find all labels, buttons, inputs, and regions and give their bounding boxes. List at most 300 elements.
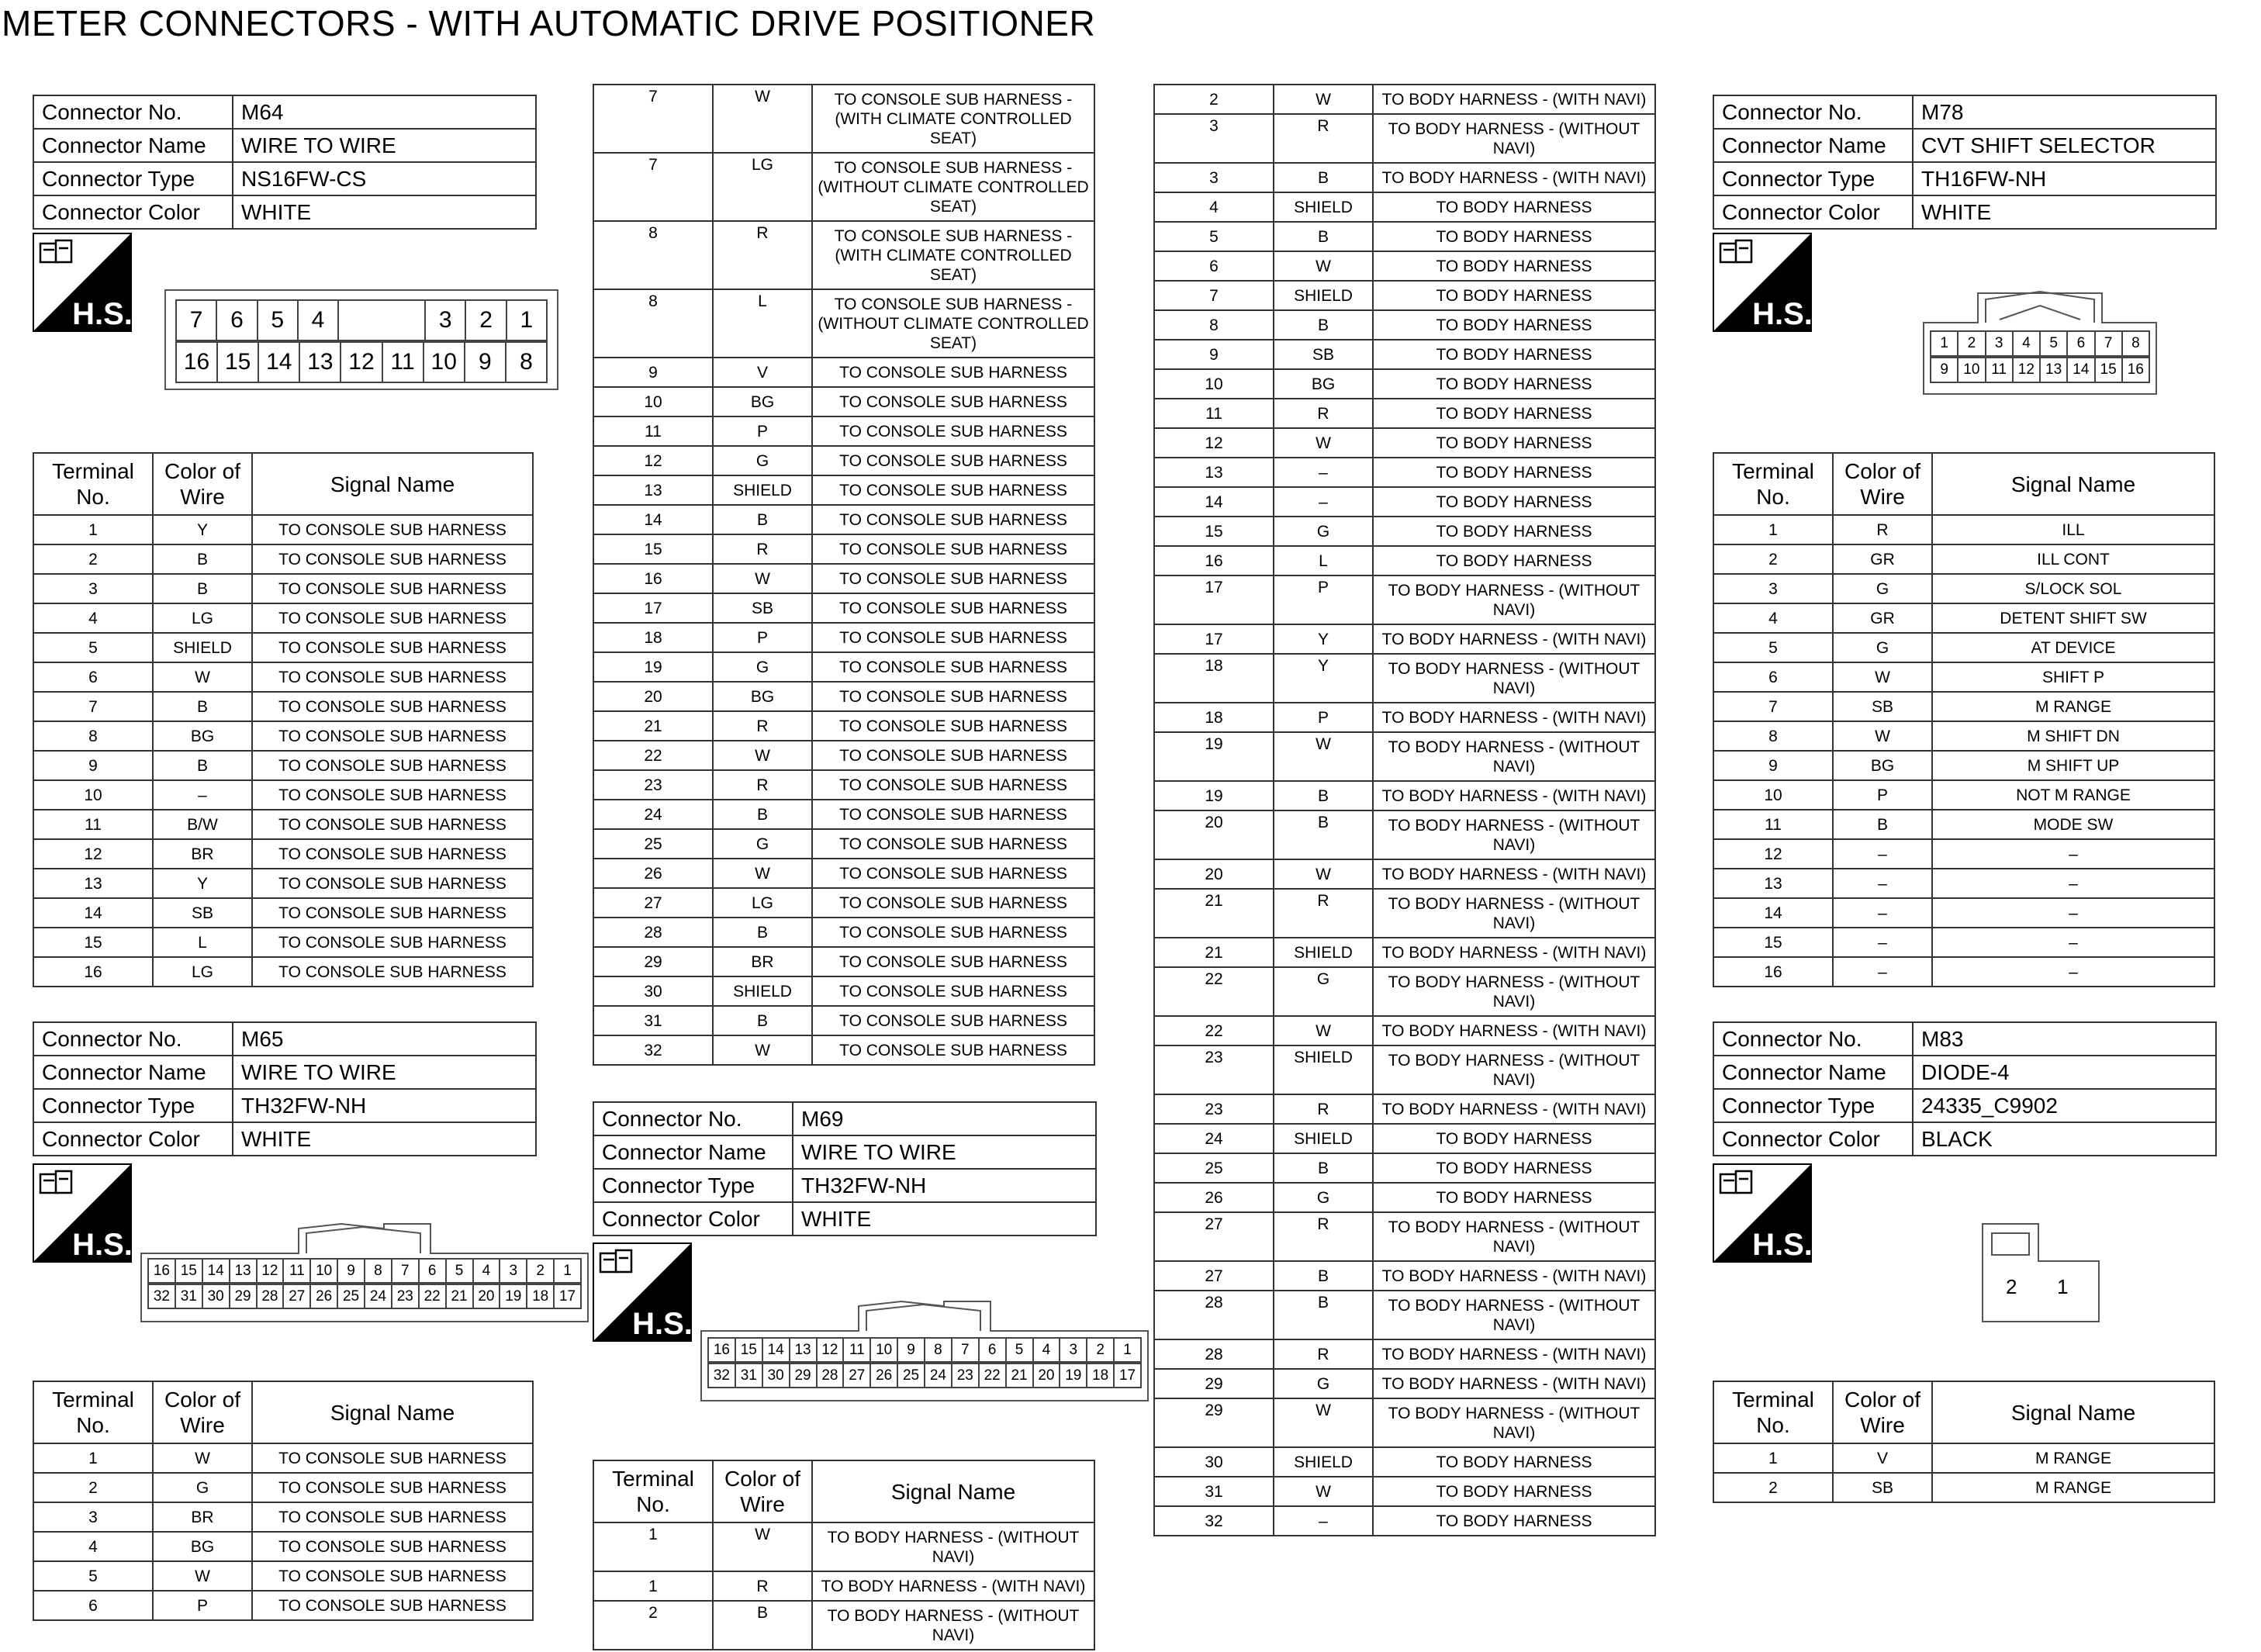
table-row [1154,859,1655,889]
label-connector-name: Connector Name [1713,129,1913,162]
signal-name-cell: TO BODY HARNESS - (WITHOUT NAVI) [1373,575,1655,624]
pin-cell: 9 [337,1259,365,1283]
terminal-no-cell: 27 [593,888,713,918]
table-row [1154,399,1655,428]
table-row [1713,692,2214,721]
terminal-no-cell: 20 [1154,859,1274,889]
pin-cell: 1 [1114,1338,1141,1362]
signal-name-cell: TO CONSOLE SUB HARNESS [252,603,533,633]
pin-cell: 27 [283,1284,310,1308]
label-connector-no: Connector No. [33,1022,233,1056]
pin-cell: 9 [465,342,506,382]
pin-cell: 10 [870,1338,897,1362]
signal-name-cell: TO BODY HARNESS [1373,1477,1655,1506]
signal-name-cell: – [1932,928,2214,957]
signal-name-cell: TO CONSOLE SUB HARNESS [812,358,1094,387]
header-signal-name: Signal Name [812,1460,1094,1522]
terminal-no-cell: 15 [33,928,153,957]
signal-name-cell: TO CONSOLE SUB HARNESS [812,387,1094,416]
terminal-no-cell: 18 [1154,654,1274,703]
pin-cell: 11 [283,1259,310,1283]
hs-badge-icon [1713,233,1812,332]
table-row [1154,1183,1655,1212]
label-connector-name: Connector Name [593,1135,793,1169]
pin-cell: 11 [1986,358,2013,382]
terminal-no-cell: 29 [593,947,713,976]
label-connector-type: Connector Type [33,1089,233,1122]
wire-color-cell: R [1274,889,1373,938]
terminal-no-cell: 1 [33,1443,153,1473]
signal-name-cell: TO BODY HARNESS [1373,1153,1655,1183]
table-row [1154,340,1655,369]
signal-name-cell: TO CONSOLE SUB HARNESS [812,741,1094,770]
pin-row-top [707,1337,1142,1363]
terminal-no-cell: 15 [1713,928,1833,957]
table-row [593,859,1094,888]
signal-name-cell: TO CONSOLE SUB HARNESS [252,751,533,780]
label-connector-name: Connector Name [33,129,233,162]
wire-color-cell: G [153,1473,252,1502]
wire-color-cell: B/W [153,810,252,839]
signal-name-cell: – [1932,898,2214,928]
hs-badge-icon [33,233,132,332]
signal-name-cell: M SHIFT DN [1932,721,2214,751]
connector-color-value: WHITE [233,195,536,229]
terminal-no-cell: 5 [33,1561,153,1591]
wire-color-cell: P [1833,780,1932,810]
table-row [593,387,1094,416]
wire-color-cell: W [1274,1016,1373,1045]
wire-color-cell: B [1274,810,1373,859]
terminal-no-cell: 17 [593,593,713,623]
table-row [1154,1339,1655,1369]
signal-name-cell: TO BODY HARNESS - (WITH NAVI) [1373,1094,1655,1124]
header-color-of-wire: Color of Wire [1833,453,1932,515]
signal-name-cell: TO CONSOLE SUB HARNESS [252,574,533,603]
wire-color-cell: W [1833,662,1932,692]
terminal-no-cell: 14 [1713,898,1833,928]
label-connector-name: Connector Name [1713,1056,1913,1089]
signal-name-cell: TO CONSOLE SUB HARNESS [812,534,1094,564]
pin-cell: 9 [1931,358,1958,382]
terminal-no-cell: 14 [593,505,713,534]
connector-name-value: WIRE TO WIRE [233,129,536,162]
table-row [593,976,1094,1006]
label-connector-color: Connector Color [593,1202,793,1236]
table-row [1713,544,2214,574]
wire-color-cell: W [1274,1398,1373,1447]
terminal-no-cell: 12 [1154,428,1274,458]
signal-name-cell: TO BODY HARNESS - (WITH NAVI) [1373,859,1655,889]
pin-cell: 19 [1060,1363,1087,1388]
wire-color-cell: B [713,918,812,947]
wire-color-cell: W [1833,721,1932,751]
signal-name-cell: TO CONSOLE SUB HARNESS [252,780,533,810]
pin-cell: 15 [735,1338,762,1362]
pin-label: 2 [2006,1275,2017,1298]
wire-color-cell: BR [153,839,252,869]
label-connector-type: Connector Type [33,162,233,195]
wire-color-cell: B [1274,781,1373,810]
signal-name-cell: TO CONSOLE SUB HARNESS [812,623,1094,652]
terminal-no-cell: 5 [1713,633,1833,662]
signal-name-cell: TO BODY HARNESS - (WITH NAVI) [1373,703,1655,732]
pin-cell: 14 [2067,358,2094,382]
terminal-no-cell: 27 [1154,1261,1274,1291]
pin-cell: 11 [382,342,424,382]
signal-name-cell: TO CONSOLE SUB HARNESS [812,888,1094,918]
pin-cell: 10 [310,1259,337,1283]
terminal-no-cell: 23 [593,770,713,800]
terminal-no-cell: 8 [593,221,713,289]
signal-name-cell: AT DEVICE [1932,633,2214,662]
terminal-no-cell: 1 [593,1522,713,1571]
signal-name-cell: TO BODY HARNESS [1373,222,1655,251]
terminal-no-cell: 28 [593,918,713,947]
terminal-no-cell: 4 [33,603,153,633]
pin-cell: 16 [176,342,217,382]
wire-color-cell: R [1833,515,1932,544]
pin-cell: 12 [257,1259,284,1283]
terminal-no-cell: 29 [1154,1369,1274,1398]
table-row [1713,603,2214,633]
table-row [1154,546,1655,575]
wire-color-cell: SB [713,593,812,623]
pin-row-top [1930,330,2150,357]
pin-cell: 20 [473,1284,500,1308]
signal-name-cell: TO BODY HARNESS - (WITH NAVI) [1373,781,1655,810]
pin-cell: 7 [952,1338,979,1362]
table-row [593,711,1094,741]
connector-type-value: TH32FW-NH [793,1169,1096,1202]
pin-cell: 14 [202,1259,230,1283]
pin-cell: 2 [1958,331,1985,356]
wire-color-cell: – [1274,458,1373,487]
pin-cell: 5 [446,1259,473,1283]
header-terminal-no: Terminal No. [593,1460,713,1522]
pin-cell: 15 [2095,358,2122,382]
terminal-table-m69 [593,1460,1095,1650]
terminal-no-cell: 30 [1154,1447,1274,1477]
wire-color-cell: SHIELD [1274,192,1373,222]
header-color-of-wire: Color of Wire [713,1460,812,1522]
wire-color-cell: B [153,692,252,721]
table-row [593,153,1094,221]
header-terminal-no: Terminal No. [1713,1381,1833,1443]
signal-name-cell: SHIFT P [1932,662,2214,692]
table-row [593,534,1094,564]
terminal-no-cell: 4 [1713,603,1833,633]
wire-color-cell: B [713,800,812,829]
table-row [593,918,1094,947]
signal-name-cell: TO CONSOLE SUB HARNESS [812,446,1094,475]
hs-badge-icon [33,1163,132,1263]
signal-name-cell: S/LOCK SOL [1932,574,2214,603]
signal-name-cell: NOT M RANGE [1932,780,2214,810]
pin-cell: 3 [425,300,465,340]
wire-color-cell: Y [153,869,252,898]
signal-name-cell: TO CONSOLE SUB HARNESS [812,682,1094,711]
page-title: METER CONNECTORS - WITH AUTOMATIC DRIVE POSITIONER [2,3,1096,43]
wire-color-cell: B [1274,163,1373,192]
signal-name-cell: TO CONSOLE SUB HARNESS [812,1006,1094,1035]
signal-name-cell: TO BODY HARNESS - (WITH NAVI) [812,1571,1094,1601]
lock-slot-icon [338,300,425,340]
terminal-table-header [593,1460,1094,1522]
pin-cell: 15 [217,342,258,382]
terminal-no-cell: 9 [1713,751,1833,780]
header-color-of-wire: Color of Wire [1833,1381,1932,1443]
pin-row [176,300,547,340]
wire-color-cell: SHIELD [1274,938,1373,967]
pin-cell: 24 [365,1284,392,1308]
terminal-no-cell: 20 [1154,810,1274,859]
terminal-no-cell: 10 [593,387,713,416]
signal-name-cell: M RANGE [1932,1443,2214,1473]
terminal-no-cell: 2 [593,1601,713,1650]
table-row [1713,662,2214,692]
table-row [593,446,1094,475]
table-row [1154,310,1655,340]
signal-name-cell: TO BODY HARNESS - (WITHOUT NAVI) [1373,654,1655,703]
signal-name-cell: TO BODY HARNESS [1373,458,1655,487]
terminal-no-cell: 17 [1154,575,1274,624]
table-row [33,898,533,928]
wire-color-cell: R [713,711,812,741]
wire-color-cell: W [153,662,252,692]
table-row [1713,810,2214,839]
pin-cell: 4 [473,1259,500,1283]
pin-cell: 5 [1006,1338,1033,1362]
table-row [593,1006,1094,1035]
terminal-table-header [1713,453,2214,515]
signal-name-cell: TO BODY HARNESS - (WITHOUT NAVI) [1373,1045,1655,1094]
header-color-of-wire: Color of Wire [153,1381,252,1443]
wire-color-cell: B [153,574,252,603]
terminal-no-cell: 8 [593,289,713,358]
pin-cell: 9 [897,1338,925,1362]
pin-cell: 32 [708,1363,735,1388]
wire-color-cell: B [1274,1153,1373,1183]
signal-name-cell: TO BODY HARNESS - (WITHOUT NAVI) [1373,732,1655,781]
hs-label: H.S. [1752,297,1812,331]
pin-cell: 29 [230,1284,257,1308]
table-row [1154,281,1655,310]
table-row [1154,781,1655,810]
terminal-no-cell: 11 [593,416,713,446]
hs-badge-icon [593,1242,692,1342]
terminal-no-cell: 24 [593,800,713,829]
terminal-no-cell: 18 [593,623,713,652]
wire-color-cell: W [713,1035,812,1065]
wire-color-cell: BG [713,387,812,416]
pin-row [148,1284,581,1308]
wire-color-cell: R [1274,114,1373,163]
terminal-table-m65-continued [593,84,1095,1066]
terminal-no-cell: 24 [1154,1124,1274,1153]
table-row [1154,624,1655,654]
pin-cell: 16 [148,1259,175,1283]
pin-cell: 31 [175,1284,202,1308]
terminal-no-cell: 1 [1713,1443,1833,1473]
signal-name-cell: TO BODY HARNESS - (WITHOUT NAVI) [812,1601,1094,1650]
signal-name-cell: TO CONSOLE SUB HARNESS [252,928,533,957]
table-row [1154,938,1655,967]
wire-color-cell: V [1833,1443,1932,1473]
label-connector-name: Connector Name [33,1056,233,1089]
header-signal-name: Signal Name [1932,1381,2214,1443]
terminal-no-cell: 19 [593,652,713,682]
table-row [1713,751,2214,780]
terminal-table-m65 [33,1381,534,1621]
wire-color-cell: R [1274,399,1373,428]
signal-name-cell: TO CONSOLE SUB HARNESS [252,633,533,662]
signal-name-cell: TO BODY HARNESS [1373,428,1655,458]
connector-name-value: WIRE TO WIRE [793,1135,1096,1169]
pin-cell: 11 [843,1338,870,1362]
pin-cell: 3 [500,1259,527,1283]
terminal-no-cell: 5 [1154,222,1274,251]
wire-color-cell: BG [713,682,812,711]
signal-name-cell: TO BODY HARNESS - (WITH NAVI) [1373,85,1655,114]
wire-color-cell: – [1833,957,1932,987]
terminal-no-cell: 25 [593,829,713,859]
signal-name-cell: TO BODY HARNESS - (WITH NAVI) [1373,1261,1655,1291]
terminal-no-cell: 2 [1154,85,1274,114]
signal-name-cell: DETENT SHIFT SW [1932,603,2214,633]
table-row [593,800,1094,829]
signal-name-cell: M SHIFT UP [1932,751,2214,780]
wire-color-cell: SB [1833,692,1932,721]
signal-name-cell: TO CONSOLE SUB HARNESS [812,859,1094,888]
signal-name-cell: ILL [1932,515,2214,544]
pin-row [1931,331,2149,356]
wire-color-cell: W [713,1522,812,1571]
wire-color-cell: B [1274,1261,1373,1291]
terminal-no-cell: 13 [593,475,713,505]
pin-cell: 8 [365,1259,392,1283]
terminal-no-cell: 13 [33,869,153,898]
signal-name-cell: TO BODY HARNESS - (WITHOUT NAVI) [1373,967,1655,1016]
table-row [1154,1045,1655,1094]
signal-name-cell: TO CONSOLE SUB HARNESS [812,416,1094,446]
pin-label: 1 [2057,1275,2069,1298]
terminal-table-header [33,453,533,515]
signal-name-cell: TO CONSOLE SUB HARNESS [812,475,1094,505]
terminal-no-cell: 12 [1713,839,1833,869]
pin-row [708,1363,1141,1388]
table-row [593,947,1094,976]
table-row [33,515,533,544]
pin-cell: 2 [1087,1338,1114,1362]
label-connector-type: Connector Type [1713,1089,1913,1122]
connector-info-m64 [33,95,537,230]
table-row [593,1601,1094,1650]
signal-name-cell: TO CONSOLE SUB HARNESS [252,1443,533,1473]
wire-color-cell: GR [1833,544,1932,574]
terminal-no-cell: 32 [1154,1506,1274,1536]
wire-color-cell: G [1274,1369,1373,1398]
terminal-no-cell: 22 [1154,1016,1274,1045]
signal-name-cell: – [1932,839,2214,869]
header-color-of-wire: Color of Wire [153,453,252,515]
terminal-no-cell: 8 [1154,310,1274,340]
terminal-no-cell: 23 [1154,1094,1274,1124]
table-row [1154,703,1655,732]
signal-name-cell: TO CONSOLE SUB HARNESS [812,564,1094,593]
pin-cell: 26 [310,1284,337,1308]
signal-name-cell: TO BODY HARNESS - (WITHOUT NAVI) [1373,1212,1655,1261]
wire-color-cell: L [713,289,812,358]
header-signal-name: Signal Name [252,1381,533,1443]
pin-cell: 25 [337,1284,365,1308]
terminal-no-cell: 16 [1713,957,1833,987]
wire-color-cell: SB [1833,1473,1932,1502]
pin-cell: 2 [527,1259,554,1283]
terminal-no-cell: 21 [1154,889,1274,938]
terminal-no-cell: 3 [1154,114,1274,163]
terminal-no-cell: 9 [1154,340,1274,369]
wire-color-cell: W [1274,428,1373,458]
pin-cell: 3 [1986,331,2013,356]
pin-cell: 31 [735,1363,762,1388]
signal-name-cell: M RANGE [1932,692,2214,721]
label-connector-no: Connector No. [33,95,233,129]
table-row [1154,654,1655,703]
signal-name-cell: TO BODY HARNESS [1373,1506,1655,1536]
wire-color-cell: – [1274,1506,1373,1536]
terminal-no-cell: 19 [1154,781,1274,810]
connector-no-value: M69 [793,1102,1096,1135]
terminal-no-cell: 10 [33,780,153,810]
header-signal-name: Signal Name [1932,453,2214,515]
terminal-no-cell: 31 [1154,1477,1274,1506]
wire-color-cell: W [713,85,812,153]
wire-color-cell: W [153,1443,252,1473]
terminal-no-cell: 15 [593,534,713,564]
label-connector-type: Connector Type [1713,162,1913,195]
pin-cell: 8 [506,342,547,382]
table-row [1154,1212,1655,1261]
table-row [1154,222,1655,251]
wire-color-cell: BG [153,721,252,751]
table-row [593,289,1094,358]
signal-name-cell: TO BODY HARNESS [1373,369,1655,399]
terminal-no-cell: 11 [1713,810,1833,839]
pin-cell: 30 [762,1363,790,1388]
wire-color-cell: W [1274,859,1373,889]
table-row [1154,369,1655,399]
wire-color-cell: G [713,446,812,475]
terminal-no-cell: 20 [593,682,713,711]
wire-color-cell: R [1274,1339,1373,1369]
wire-color-cell: W [1274,1477,1373,1506]
wire-color-cell: – [1833,898,1932,928]
pin-cell: 2 [465,300,506,340]
signal-name-cell: TO BODY HARNESS - (WITHOUT NAVI) [1373,810,1655,859]
wire-color-cell: W [713,564,812,593]
pin-cell: 23 [392,1284,419,1308]
table-row [33,1532,533,1561]
signal-name-cell: TO CONSOLE SUB HARNESS [252,898,533,928]
terminal-no-cell: 16 [33,957,153,987]
terminal-no-cell: 11 [1154,399,1274,428]
pin-row [148,1259,581,1283]
table-row [1154,517,1655,546]
signal-name-cell: TO CONSOLE SUB HARNESS [812,505,1094,534]
pin-cell: 1 [1931,331,1958,356]
terminal-no-cell: 23 [1154,1045,1274,1094]
